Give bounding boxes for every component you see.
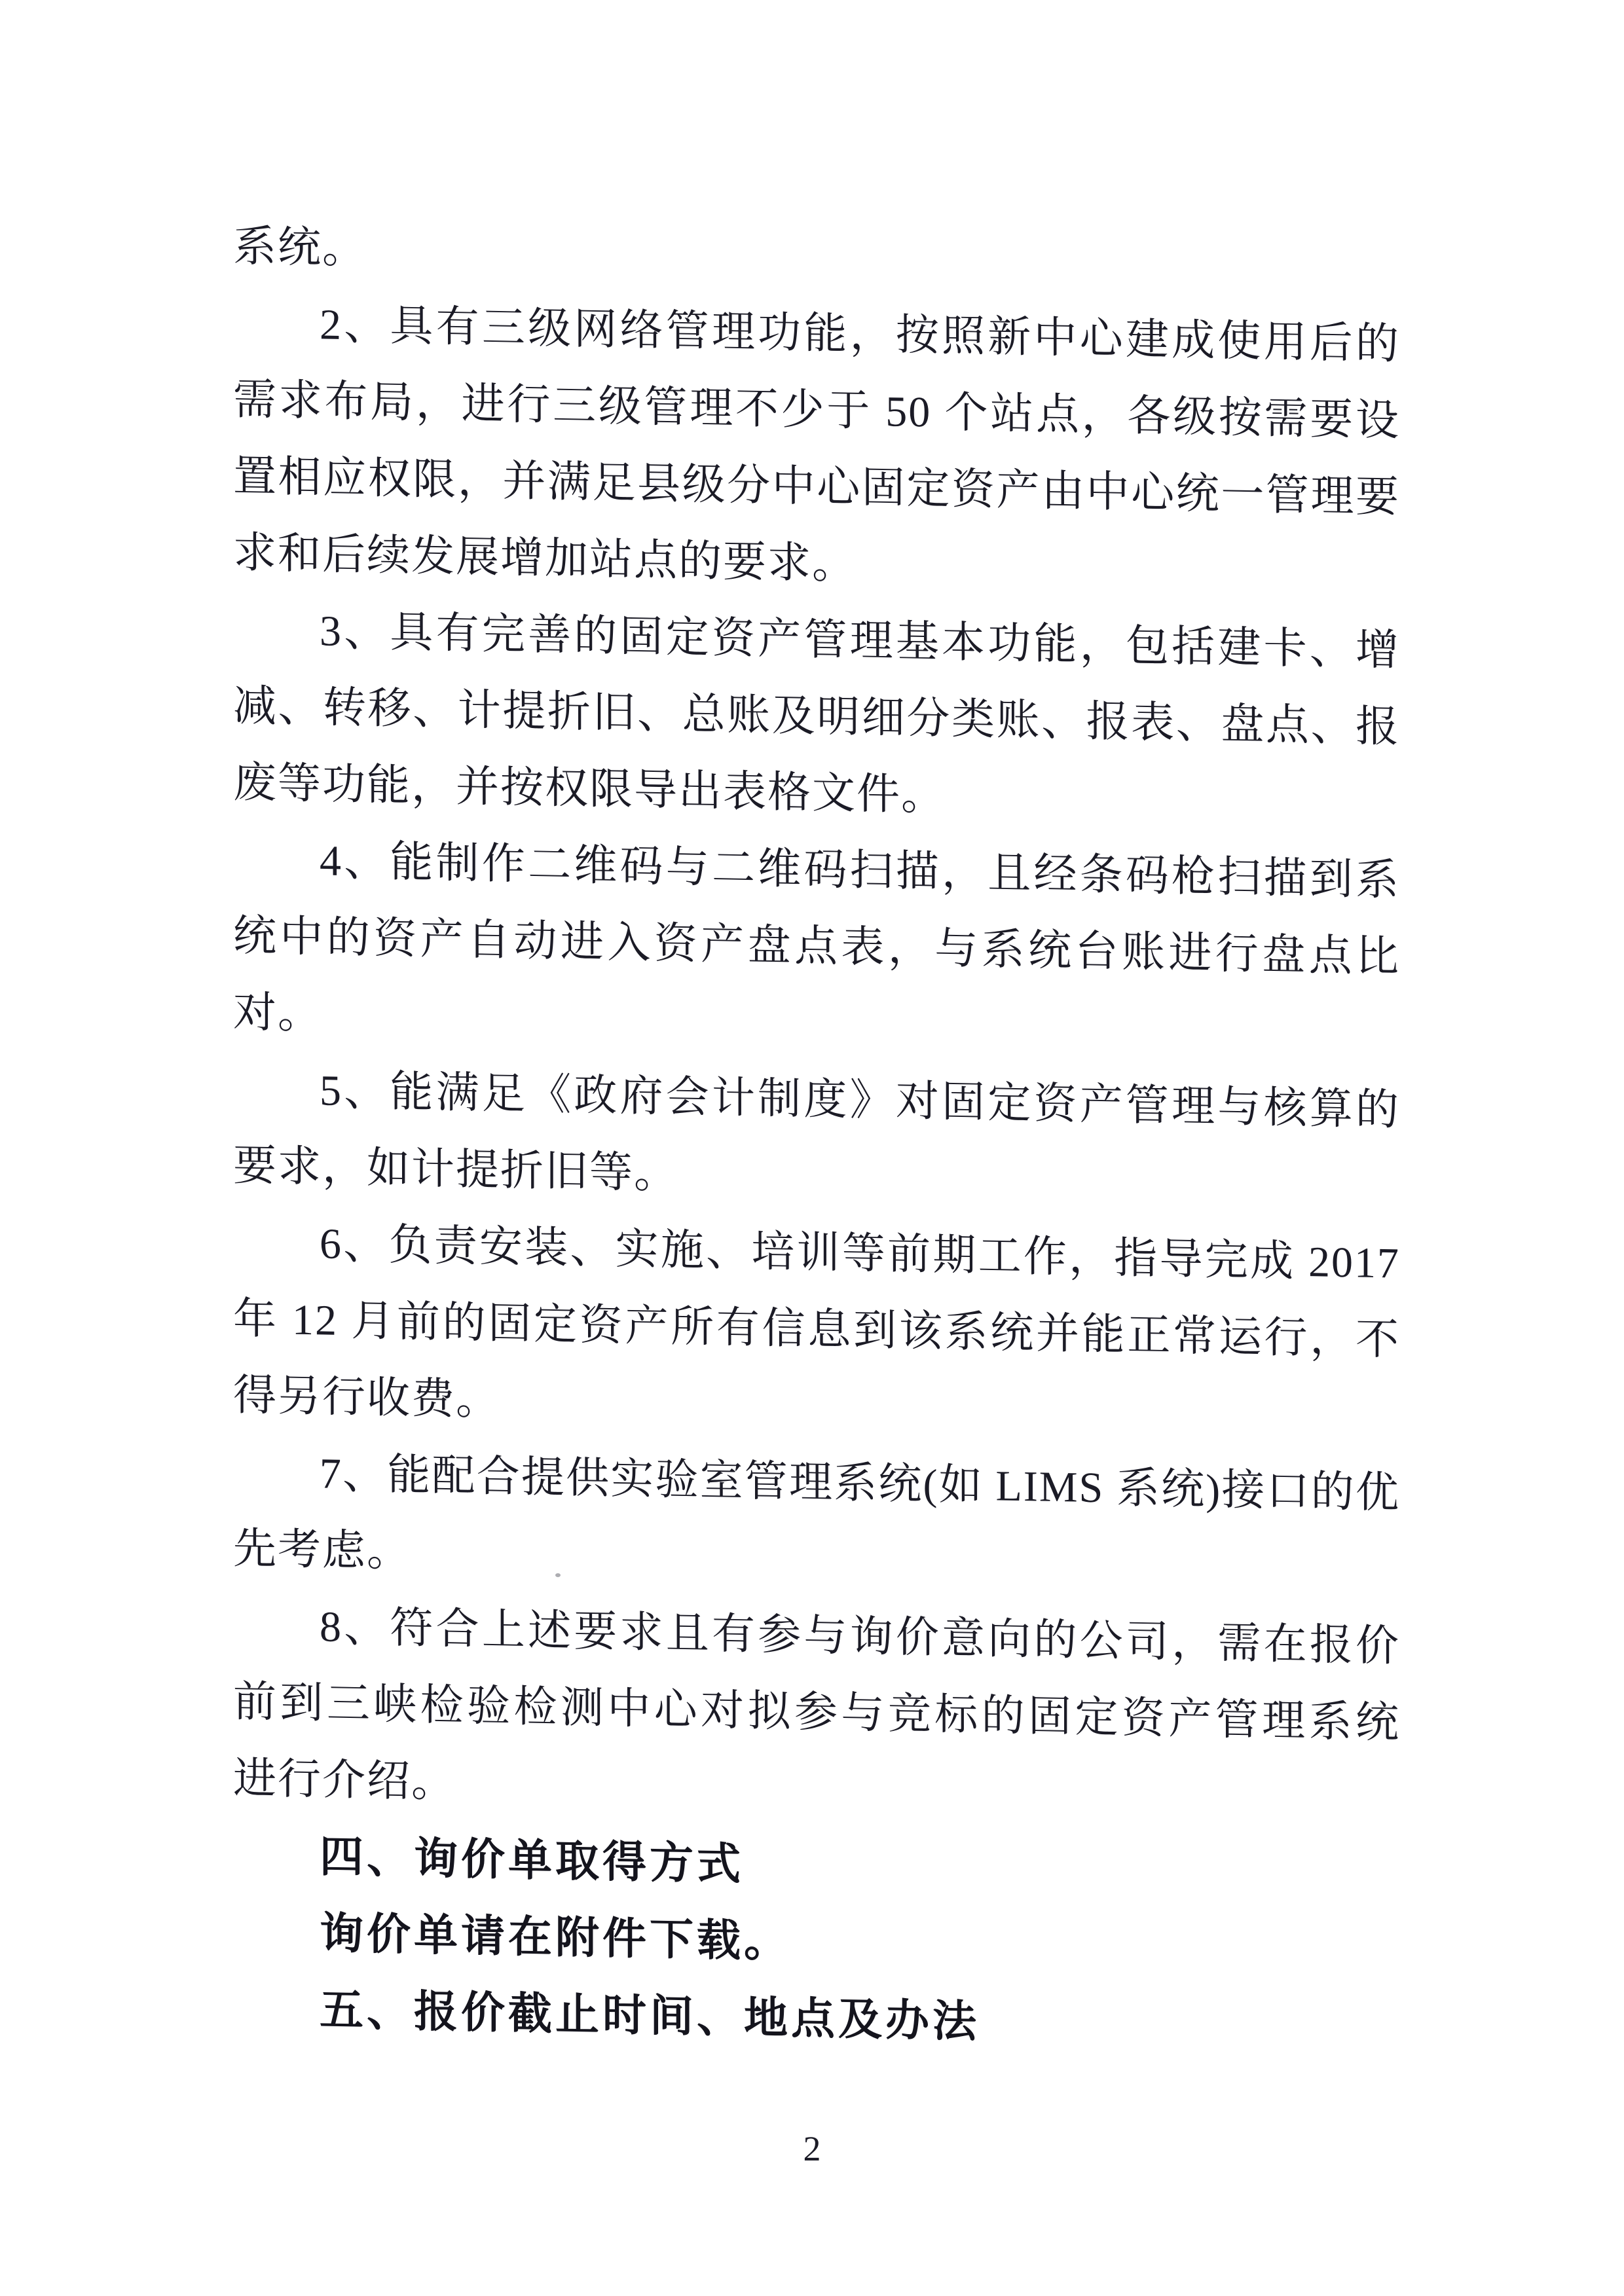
text-line: 要求，如计提折旧等。: [233, 1142, 678, 1198]
text-line: 6、负责安装、实施、培训等前期工作，指导完成 2017: [320, 1220, 1400, 1288]
text-line: 系统。: [233, 223, 367, 273]
heading-line: 询价单请在附件下载。: [320, 1908, 791, 1967]
text-line: 进行介绍。: [233, 1755, 456, 1807]
text-line: 统中的资产自动进入资产盘点表，与系统台账进行盘点比: [233, 912, 1400, 981]
text-line: 7、能配合提供实验室管理系统(如 LIMS 系统)接口的优: [320, 1449, 1400, 1518]
text-line: 先考虑。: [233, 1525, 411, 1576]
text-line: 对。: [233, 989, 322, 1038]
text-line: 前到三峡检验检测中心对拟参与竞标的固定资产管理系统: [233, 1678, 1400, 1747]
text-line: 3、具有完善的固定资产管理基本功能，包括建卡、增: [320, 607, 1400, 675]
text-line: 减、转移、计提折旧、总账及明细分类账、报表、盘点、报: [233, 682, 1400, 752]
text-line: 8、符合上述要求且有参与询价意向的公司，需在报价: [320, 1603, 1400, 1671]
heading-line: 四、询价单取得方式: [320, 1832, 744, 1889]
page-number: 2: [803, 2129, 821, 2168]
text-line: 5、能满足《政府会计制度》对固定资产管理与核算的: [320, 1066, 1400, 1135]
text-line: 需求布局，进行三级管理不少于 50 个站点，各级按需要设: [233, 376, 1400, 445]
heading-line: 五、报价截止时间、地点及办法: [320, 1985, 980, 2047]
text-line: 2、具有三级网络管理功能，按照新中心建成使用后的: [320, 301, 1400, 369]
text-block: [233, 208, 1400, 2068]
scan-artifact-dot: [555, 1573, 561, 1577]
text-line: 置相应权限，并满足县级分中心固定资产由中心统一管理要: [233, 452, 1400, 522]
text-line: 求和后续发展增加站点的要求。: [233, 529, 857, 589]
text-line: 4、能制作二维码与二维码扫描，且经条码枪扫描到系: [320, 837, 1400, 905]
text-line: 年 12 月前的固定资产所有信息到该系统并能正常运行，不: [233, 1295, 1400, 1364]
text-line: 得另行收费。: [233, 1372, 500, 1425]
text-line: 废等功能，并按权限导出表格文件。: [233, 759, 946, 820]
